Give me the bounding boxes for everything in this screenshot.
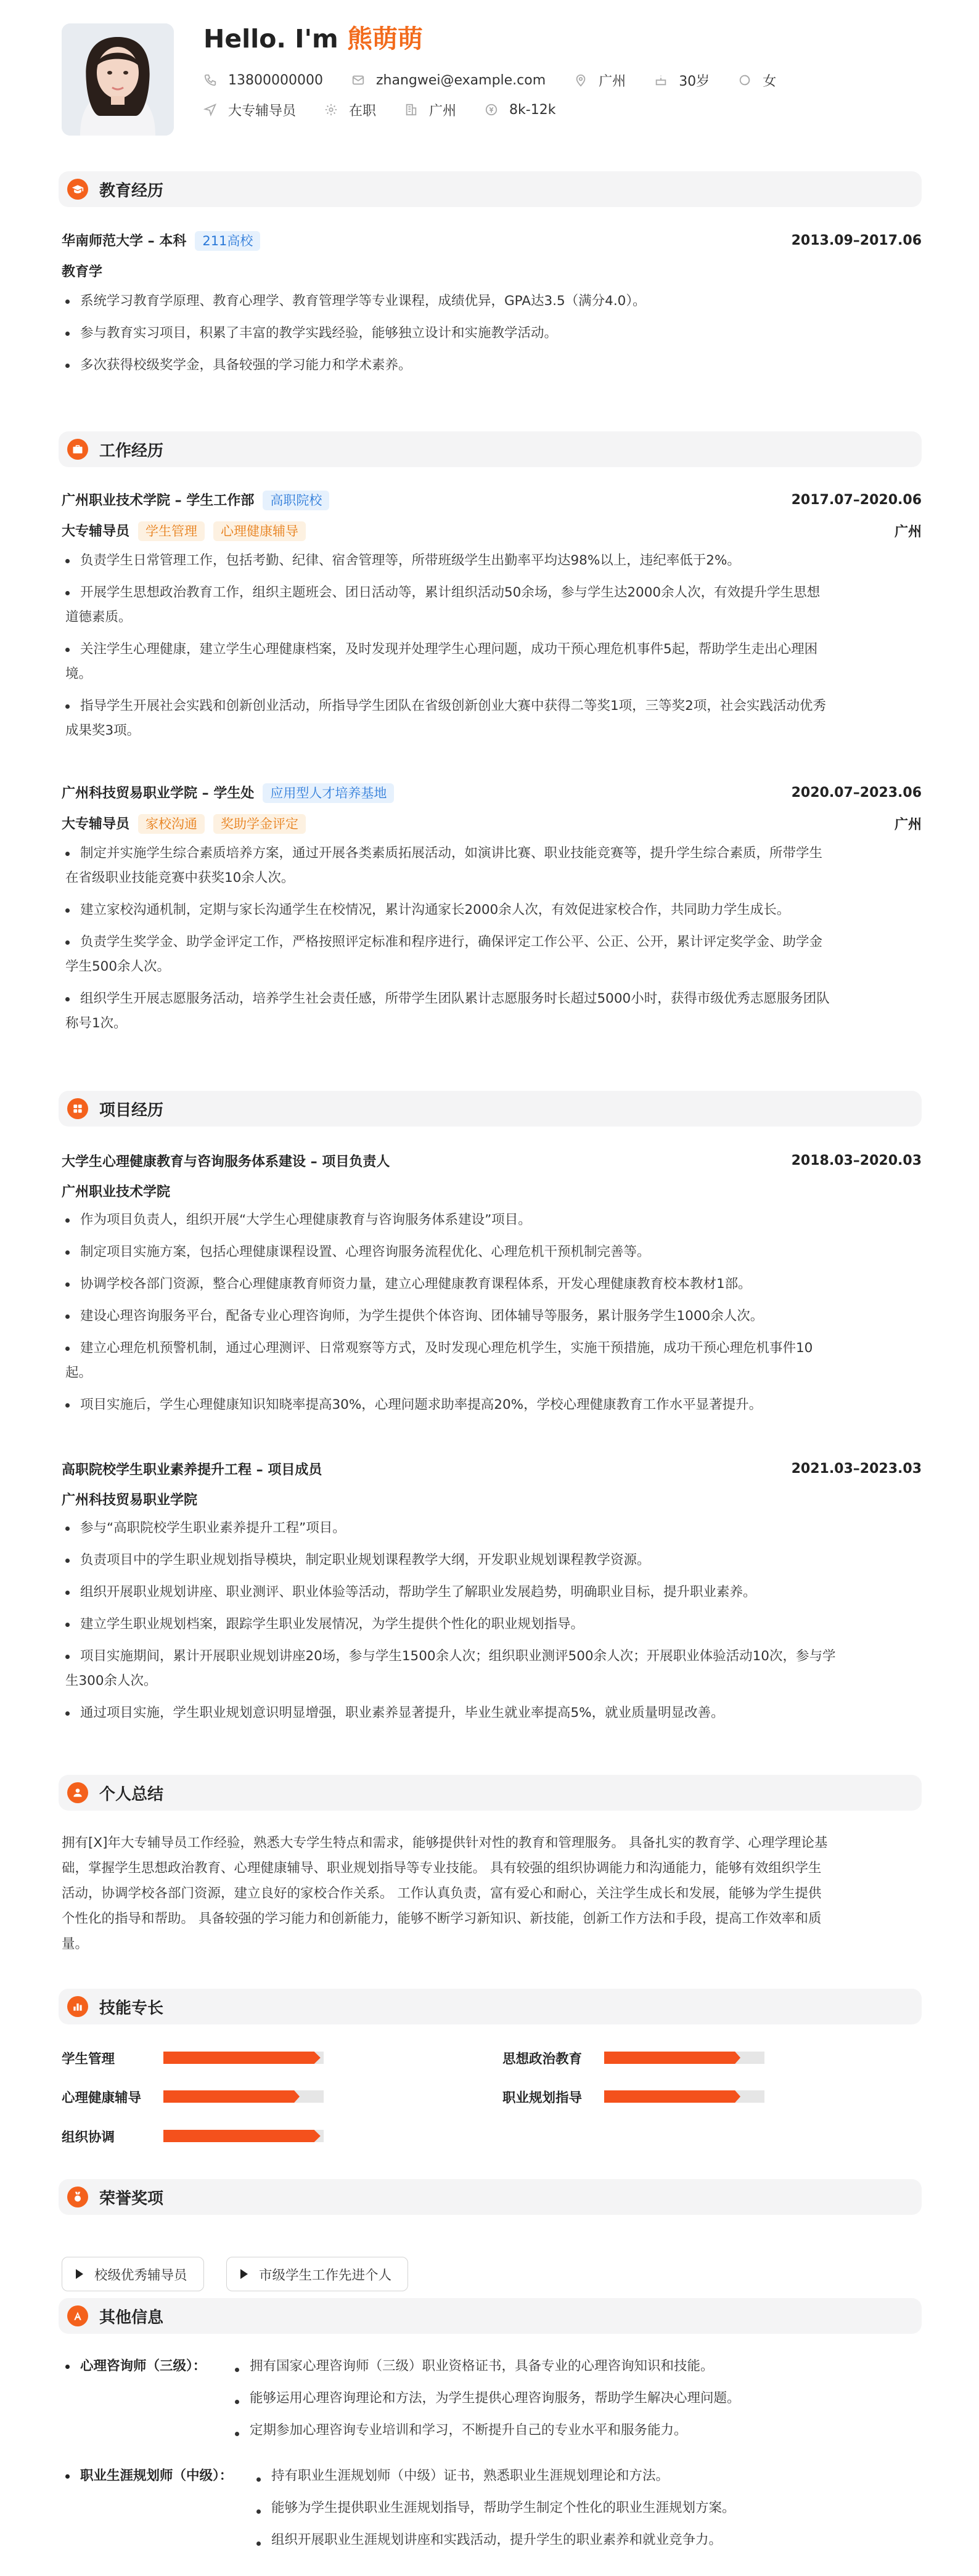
org-name: 广州科技贸易职业学院 – 学生处 (62, 785, 255, 801)
education-entry (62, 227, 922, 378)
list-item: 持有职业生涯规划师（中级）证书，熟悉职业生涯规划理论和方法。 (253, 2464, 735, 2488)
section-title: 其他信息 (99, 2308, 164, 2327)
work-city: 广州 (894, 817, 922, 833)
section-title: 技能专长 (99, 1999, 164, 2018)
school-name: 华南师范大学 – 本科 (62, 233, 187, 249)
list-item: 项目实施期间，累计开展职业规划讲座20场，参与学生1500余人次；组织职业测评500余人次；开展职业体验活动10次，参与学 (62, 1644, 922, 1669)
list-item: 能够为学生提供职业生涯规划指导，帮助学生制定个性化的职业生涯规划方案。 (253, 2496, 735, 2521)
work-bullets (62, 841, 922, 1036)
role: 大专辅导员 (62, 523, 130, 539)
skill-bar (604, 2052, 764, 2064)
section-summary (59, 1775, 922, 1811)
section-title: 项目经历 (99, 1101, 164, 1120)
list-item: 项目实施后，学生心理健康知识知晓率提高30%，心理问题求助率提高20%，学校心理健康教育工作水平显著提升。 (62, 1393, 922, 1417)
play-icon (76, 2269, 83, 2279)
work-entry-1 (62, 487, 922, 743)
email-icon (351, 73, 365, 87)
list-item: 建立学生职业规划档案，跟踪学生职业发展情况，为学生提供个性化的职业规划指导。 (62, 1612, 922, 1637)
skill-name: 心理健康辅导 (62, 2090, 142, 2106)
work-bullets (62, 548, 922, 743)
role-tag: 家校沟通 (138, 814, 205, 834)
role-tag: 心理健康辅导 (213, 521, 306, 541)
project-name: 高职院校学生职业素养提升工程 – 项目成员 (62, 1462, 322, 1478)
contact-row (203, 70, 805, 91)
list-item: 能够运用心理咨询理论和方法，为学生提供心理咨询服务，帮助学生解决心理问题。 (231, 2386, 740, 2411)
project-date: 2021.03–2023.03 (791, 1461, 922, 1477)
edu-bullets (62, 289, 922, 378)
project-bullets (62, 1208, 922, 1417)
list-item: 参与“高职院校学生职业素养提升工程”项目。 (62, 1516, 922, 1541)
list-item: 指导学生开展社会实践和创新创业活动，所指导学生团队在省级创新创业大赛中获得二等奖1项，三等奖2项，社会实践活动优秀 (62, 694, 922, 719)
list-item: 多次获得校级奖学金，具备较强的学习能力和学术素养。 (62, 353, 922, 378)
award-label: 市级学生工作先进个人 (259, 2267, 392, 2283)
summary-line: 础，掌握学生思想政治教育、心理健康辅导、职业规划指导等专业技能。 具有较强的组织协调能力和沟通能力，能够有效组织学生 (62, 1861, 822, 1876)
list-item-cont: 生300余人次。 (65, 1673, 157, 1689)
list-item: 建立心理危机预警机制，通过心理测评、日常观察等方式，及时发现心理危机学生，实施干预措施，成功干预心理危机事件10 (62, 1336, 922, 1361)
org-tag: 应用型人才培养基地 (263, 783, 394, 803)
list-item-cont: 成果奖3项。 (65, 723, 141, 738)
graduation-cap-icon (67, 179, 88, 200)
grid-icon (67, 1098, 88, 1119)
project-org: 广州科技贸易职业学院 (62, 1493, 198, 1508)
section-awards (59, 2179, 922, 2215)
section-title: 工作经历 (99, 441, 164, 460)
skill-item (62, 2045, 324, 2070)
section-skills (59, 1989, 922, 2024)
skill-name: 思想政治教育 (502, 2051, 583, 2067)
letter-a-icon (67, 2305, 88, 2326)
skill-bar (163, 2090, 324, 2103)
page-title (203, 23, 423, 54)
play-icon (240, 2269, 248, 2279)
other-list (253, 2464, 735, 2553)
list-item: 通过项目实施，学生职业规划意识明显增强，职业素养显著提升，毕业生就业率提高5%，就业质量明显改善。 (62, 1701, 922, 1726)
skill-bar (604, 2090, 764, 2103)
summary-line: 活动，协调学校各部门资源，建立良好的家校合作关系。 工作认真负责，富有爱心和耐心，关注学生成长和发展，能够为学生提供 (62, 1886, 822, 1901)
other-label: 职业生涯规划师（中级）： (62, 2464, 232, 2488)
phone-icon (203, 73, 217, 87)
skill-name: 组织协调 (62, 2129, 115, 2145)
project-entry-2 (62, 1456, 922, 1726)
list-item: 组织学生开展志愿服务活动，培养学生社会责任感，所带学生团队累计志愿服务时长超过5000小时，获得市级优秀志愿服务团队 (62, 987, 922, 1011)
location-icon (574, 73, 588, 87)
award-chip (226, 2257, 408, 2291)
email-address: zhangwei@example.com (375, 72, 546, 88)
project-entry-1 (62, 1147, 922, 1417)
section-other (59, 2298, 922, 2334)
age-icon (654, 73, 668, 87)
section-projects (59, 1091, 922, 1127)
role-tag: 奖助学金评定 (213, 814, 306, 834)
list-item: 拥有国家心理咨询师（三级）职业资格证书，具备专业的心理咨询知识和技能。 (231, 2354, 740, 2379)
award-chip (62, 2257, 204, 2291)
section-title: 个人总结 (99, 1785, 164, 1804)
work-date: 2020.07–2023.06 (791, 785, 922, 801)
work-city: 广州 (894, 524, 922, 540)
skill-item (502, 2084, 764, 2109)
send-icon (203, 103, 217, 116)
project-bullets (62, 1516, 922, 1726)
project-name: 大学生心理健康教育与咨询服务体系建设 – 项目负责人 (62, 1154, 390, 1170)
skill-item (62, 2084, 324, 2109)
role-tag: 学生管理 (138, 521, 205, 541)
project-org: 广州职业技术学院 (62, 1184, 171, 1200)
skill-bar (163, 2130, 324, 2142)
job-intent-row (203, 99, 584, 120)
status-icon (324, 103, 338, 116)
skill-fill (163, 2130, 321, 2142)
skill-bar (163, 2052, 324, 2064)
list-item-cont: 在省级职业技能竞赛中获奖10余人次。 (65, 870, 295, 886)
salary-icon (485, 103, 498, 116)
list-item-cont: 境。 (65, 666, 92, 682)
list-item: 定期参加心理咨询专业培训和学习，不断提升自己的专业水平和服务能力。 (231, 2418, 740, 2443)
medal-icon (67, 2187, 88, 2207)
list-item: 系统学习教育学原理、教育心理学、教育管理学等专业课程，成绩优异，GPA达3.5（满分4.0）。 (62, 289, 922, 314)
list-item: 建设心理咨询服务平台，配备专业心理咨询师，为学生提供个体咨询、团体辅导等服务，累计服务学生1000余人次。 (62, 1304, 922, 1329)
avatar (62, 23, 174, 136)
school-tag: 211高校 (195, 231, 260, 251)
award-label: 校级优秀辅导员 (94, 2267, 187, 2283)
target-city: 广州 (429, 103, 457, 119)
list-item: 负责学生奖学金、助学金评定工作，严格按照评定标准和程序进行，确保评定工作公平、公正、公开，累计评定奖学金、助学金 (62, 930, 922, 955)
skill-item (502, 2045, 764, 2070)
list-item: 关注学生心理健康，建立学生心理健康档案，及时发现并处理学生心理问题，成功干预心理危机事件5起，帮助学生走出心理困 (62, 637, 922, 662)
project-date: 2018.03–2020.03 (791, 1152, 922, 1168)
list-item: 作为项目负责人，组织开展“大学生心理健康教育与咨询服务体系建设”项目。 (62, 1208, 922, 1233)
list-item: 参与教育实习项目，积累了丰富的教学实践经验，能够独立设计和实施教学活动。 (62, 321, 922, 346)
summary-line: 拥有[X]年大专辅导员工作经验，熟悉大专学生特点和需求，能够提供针对性的教育和管理服务。 具备扎实的教育学、心理学理论基 (62, 1835, 828, 1851)
chart-bars-icon (67, 1996, 88, 2017)
work-entry-2 (62, 780, 922, 1036)
skill-fill (604, 2090, 740, 2103)
list-item-cont: 起。 (65, 1365, 92, 1380)
list-item: 组织开展职业生涯规划讲座和实践活动，提升学生的职业素养和就业竞争力。 (253, 2528, 735, 2553)
skill-name: 学生管理 (62, 2051, 115, 2067)
salary: 8k-12k (509, 102, 556, 118)
org-tag: 高职院校 (263, 491, 329, 510)
summary-line: 量。 (62, 1936, 89, 1952)
list-item: 制定并实施学生综合素质培养方案，通过开展各类素质拓展活动，如演讲比赛、职业技能竞赛等，提升学生综合素质，所带学生 (62, 841, 922, 866)
skill-item (62, 2124, 324, 2148)
candidate-name: 熊萌萌 (347, 24, 424, 54)
building-icon (404, 103, 418, 116)
role: 大专辅导员 (62, 816, 130, 832)
section-work (59, 431, 922, 467)
list-item-cont: 称号1次。 (65, 1016, 127, 1031)
skill-fill (163, 2090, 300, 2103)
phone-number: 13800000000 (228, 72, 323, 88)
list-item: 负责项目中的学生职业规划指导模块，制定职业规划课程教学大纲，开发职业规划课程教学资源。 (62, 1548, 922, 1573)
target-job: 大专辅导员 (228, 103, 297, 119)
list-item: 制定项目实施方案，包括心理健康课程设置、心理咨询服务流程优化、心理危机干预机制完善等。 (62, 1240, 922, 1265)
list-item-cont: 学生500余人次。 (65, 959, 171, 974)
work-date: 2017.07–2020.06 (791, 492, 922, 508)
skill-fill (604, 2052, 740, 2064)
section-education (59, 171, 922, 207)
gender-icon (738, 73, 752, 87)
section-title: 荣誉奖项 (99, 2189, 164, 2208)
skill-fill (163, 2052, 321, 2064)
briefcase-icon (67, 439, 88, 460)
skill-name: 职业规划指导 (502, 2090, 583, 2106)
user-icon (67, 1782, 88, 1803)
section-title: 教育经历 (99, 181, 164, 200)
list-item: 开展学生思想政治教育工作，组织主题班会、团日活动等，累计组织活动50余场，参与学生达2000余人次，有效提升学生思想 (62, 581, 922, 605)
resume-header (62, 23, 925, 137)
summary-text (62, 1830, 922, 1957)
gender: 女 (763, 73, 777, 89)
list-item: 协调学校各部门资源，整合心理健康教育师资力量，建立心理健康教育课程体系，开发心理健康教育校本教材1部。 (62, 1272, 922, 1297)
greeting: Hello. I'm (203, 24, 348, 54)
job-status: 在职 (349, 103, 377, 119)
age: 30岁 (679, 73, 710, 89)
list-item: 组织开展职业规划讲座、职业测评、职业体验等活动，帮助学生了解职业发展趋势，明确职业目标，提升职业素养。 (62, 1580, 922, 1605)
edu-date: 2013.09–2017.06 (791, 232, 922, 248)
list-item: 建立家校沟通机制，定期与家长沟通学生在校情况，累计沟通家长2000余人次，有效促进家校合作，共同助力学生成长。 (62, 898, 922, 923)
other-label: 心理咨询师（三级）： (62, 2354, 206, 2379)
other-list (231, 2354, 740, 2443)
summary-line: 个性化的指导和帮助。 具备较强的学习能力和创新能力，能够不断学习新知识、新技能，创新工作方法和手段，提高工作效率和质 (62, 1911, 822, 1926)
list-item-cont: 道德素质。 (65, 609, 132, 625)
org-name: 广州职业技术学院 – 学生工作部 (62, 492, 255, 508)
list-item: 负责学生日常管理工作，包括考勤、纪律、宿舍管理等，所带班级学生出勤率平均达98%以上，违纪率低于2%。 (62, 548, 922, 573)
city: 广州 (599, 73, 626, 89)
major: 教育学 (62, 264, 103, 280)
